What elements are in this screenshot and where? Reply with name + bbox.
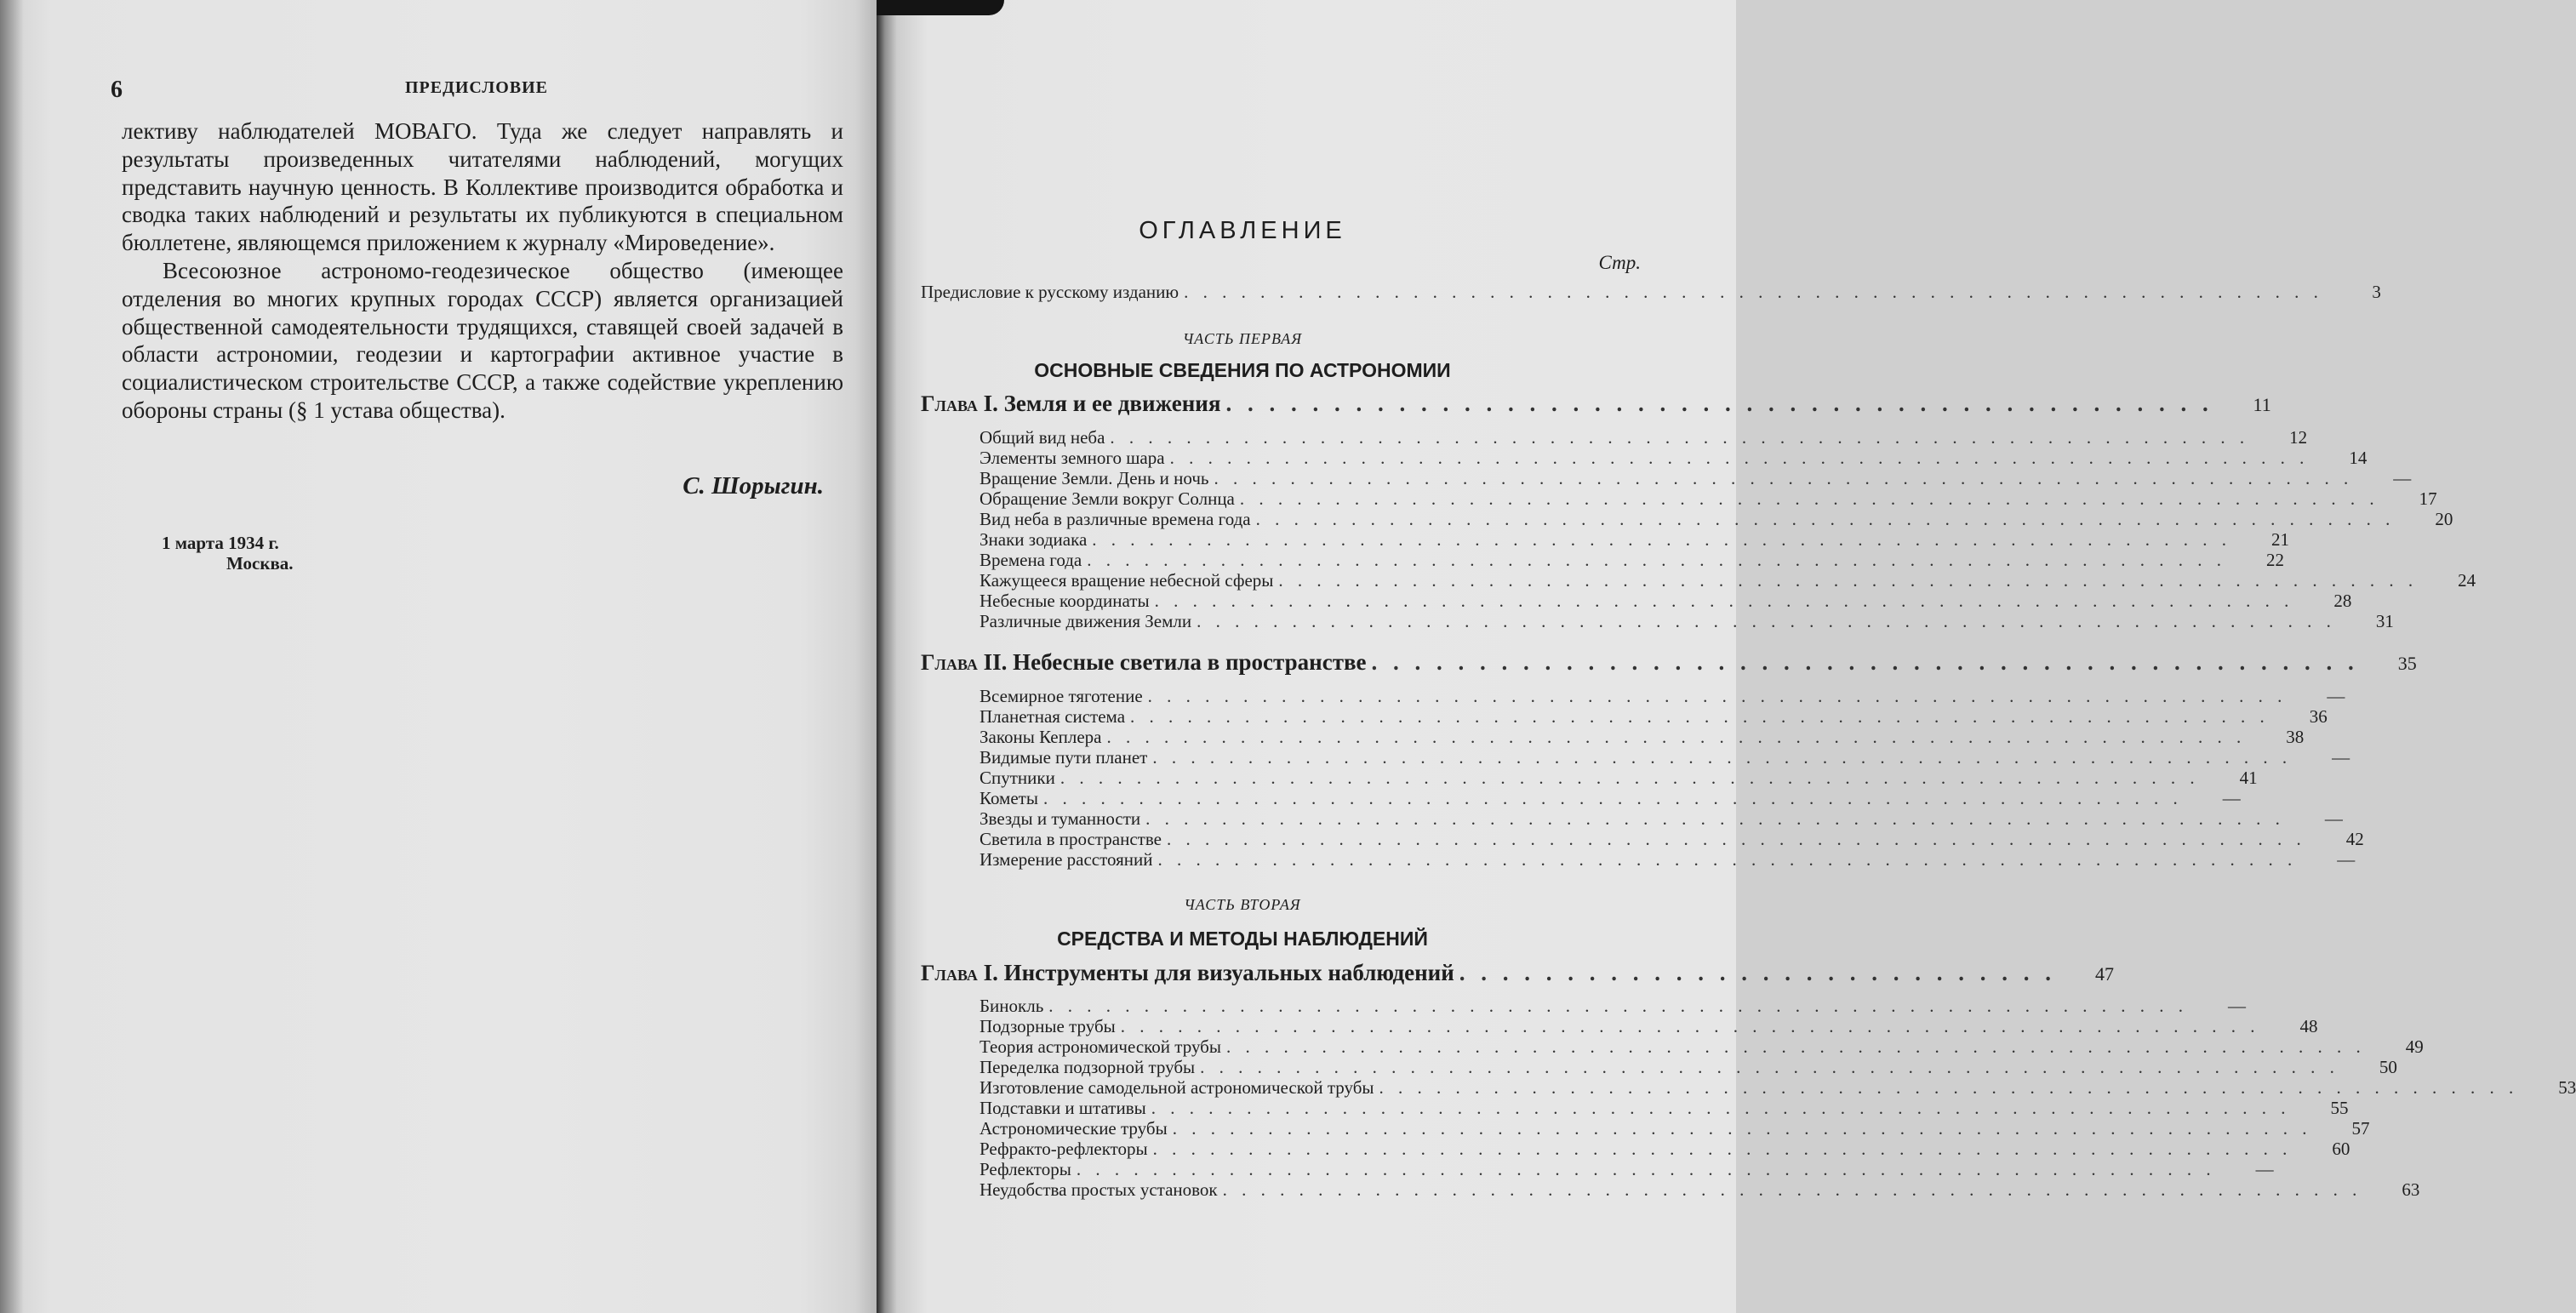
leader-dots: . . . . . . . . . . . . . . . . . . . . . . . . . . . . . . . . . . . . . . . . . . . . . . . . . . . . . . . . . . . .: [1130, 706, 2270, 727]
toc-page-number: 55: [2330, 1098, 2349, 1118]
running-header: [111, 77, 842, 103]
toc-page-number: 17: [2419, 488, 2437, 509]
toc-page-number: —: [2393, 468, 2412, 488]
toc-entry-label: Неудобства простых установок: [980, 1179, 1218, 1200]
preface-place: Москва.: [226, 553, 294, 574]
toc-entry-label: Различные движения Земли: [980, 611, 1192, 631]
toc-entry-label: Законы Кеплера: [980, 727, 1102, 747]
toc-page-number: —: [2255, 1159, 2274, 1179]
toc-entry-label: Подзорные трубы: [980, 1016, 1116, 1036]
chapter-title: Инструменты для визуальных наблюдений: [1003, 960, 1454, 985]
leader-dots: . . . . . . . . . . . . . . . . . . . . . . . . . . . . . . . . . . . . . . . . . . . . . . . . . . . . . . . . . . . .: [1048, 996, 2189, 1016]
leader-dots: . . . . . . . . . . . . . . . . . . . . . . . . . . . .: [1459, 960, 2057, 985]
leader-dots: . . . . . . . . . . . . . . . . . . . . . . . . . . . . . . . . . . . . . . . . . . . . . . . . . . . . . . . . . . . .: [1151, 1098, 2291, 1118]
toc-entry-label: Теория астрономической трубы: [980, 1036, 1221, 1057]
toc-entry-label: Рефракто-рефлекторы: [980, 1139, 1148, 1159]
chapter-word: Глава: [921, 961, 978, 985]
toc-section[interactable]: [980, 686, 2345, 706]
toc-page-number: 20: [2435, 509, 2453, 529]
leader-dots: . . . . . . . . . . . . . . . . . . . . . . . . . . . . . . . . . . . . . . . . . . . . . . . . . . . . . . . . . . . .: [1092, 529, 2232, 550]
toc-page-number: 41: [2239, 768, 2258, 788]
toc-entry-label: Светила в пространстве: [980, 829, 1162, 849]
toc-section[interactable]: [980, 1118, 2370, 1139]
leader-dots: . . . . . . . . . . . . . . . . . . . . . . . . . . . . . . . . . . . . . . . . . . . . . . . . . . . . . . . . . . . .: [1042, 788, 2183, 808]
toc-section[interactable]: [980, 550, 2284, 570]
leader-dots: . . . . . . . . . . . . . . . . . . . . . . . . . . . . . . . . . . . . . . . . . . . . . . . . . . . . . . . . . . . .: [1076, 1159, 2216, 1179]
page-column-label: Стр.: [1598, 252, 1641, 273]
toc-section[interactable]: [980, 829, 2364, 849]
toc-page-number: 24: [2458, 570, 2476, 591]
toc-section[interactable]: [980, 427, 2308, 448]
toc-section[interactable]: [980, 768, 2258, 788]
toc-entry-label: Рефлекторы: [980, 1159, 1071, 1179]
toc-section[interactable]: [980, 529, 2290, 550]
toc-page-number: 21: [2271, 529, 2290, 550]
toc-page-number: 38: [2286, 727, 2305, 747]
toc-preface[interactable]: [921, 282, 2381, 304]
toc-section[interactable]: [980, 747, 2350, 768]
leader-dots: . . . . . . . . . . . . . . . . . . . . . . . . . . . . . . . . . . . . . . . . . . . . . .: [1225, 391, 2213, 416]
chapter-word: Глава: [921, 650, 978, 675]
toc-entry-label: Звезды и туманности: [980, 808, 1141, 829]
toc-section[interactable]: [980, 509, 2453, 529]
toc-page-number: 14: [2349, 448, 2368, 468]
toc-chapter[interactable]: [921, 649, 2417, 676]
toc-page-number: —: [2327, 686, 2345, 706]
toc-page-number: 50: [2379, 1057, 2397, 1077]
preface-date: 1 марта 1934 г.: [162, 533, 279, 553]
toc-entry-label: Предисловие к русскому изданию: [921, 282, 1179, 302]
toc-section[interactable]: [980, 1077, 2576, 1098]
leader-dots: . . . . . . . . . . . . . . . . . . . . . . . . . . . . . . . . . . . . . . . . . . . . . . . . . . . . . . . . . . . .: [1154, 591, 2294, 611]
leader-dots: . . . . . . . . . . . . . . . . . . . . . . . . . . . . . . . . . . . . . . . . . . . . . . . . . . . . . . . . . . . .: [1278, 570, 2419, 591]
toc-page-number: 60: [2332, 1139, 2350, 1159]
toc-page-number: 48: [2299, 1016, 2318, 1036]
toc-entry-label: Небесные координаты: [980, 591, 1150, 611]
part-label: ЧАСТЬ ПЕРВАЯ: [1182, 330, 1303, 347]
toc-chapter[interactable]: [921, 960, 2115, 987]
toc-page-number: 12: [2289, 427, 2308, 448]
leader-dots: . . . . . . . . . . . . . . . . . . . . . . . . . . . . . . . . . . . . . . . . . . . . . . . . . . . . . . . . . . . .: [1225, 1036, 2366, 1057]
leader-dots: . . . . . . . . . . . . . . . . . . . . . . . . . . . . . . . . . . . . . . . . . . . . . . . . . . . . . . . . . . . .: [1110, 427, 2250, 448]
toc-section[interactable]: [980, 1016, 2318, 1036]
toc-entry-label: Подставки и штативы: [980, 1098, 1146, 1118]
chapter-heading: [921, 391, 1220, 417]
part-title: СРЕДСТВА И МЕТОДЫ НАБЛЮДЕНИЙ: [1057, 928, 1428, 950]
toc-page-number: 63: [2402, 1179, 2420, 1200]
toc-page-number: 28: [2333, 591, 2352, 611]
toc-entry-label: Знаки зодиака: [980, 529, 1088, 550]
toc-page-number: 42: [2345, 829, 2364, 849]
running-header-title: ПРЕДИСЛОВИЕ: [404, 78, 549, 97]
chapter-number: I.: [983, 960, 998, 985]
leader-dots: . . . . . . . . . . . . . . . . . . . . . . . . . . . . . . . . . . . . . . . . . . . . . . . . . . . . . . . . . . . .: [1145, 808, 2285, 829]
leader-dots: . . . . . . . . . . . . . . . . . . . . . . . . . . . . . . . . . . . . . . . . . . . . . . . . . . . . . . . . . . . .: [1152, 747, 2293, 768]
author-signature: С. Шорыгин.: [683, 472, 824, 500]
leader-dots: . . . . . . . . . . . . . . . . . . . . . . . . . . . . . . . . . . . . . . . . . . . . . . . . . . . . . . . . . . . .: [1147, 686, 2288, 706]
toc-entry-label: Измерение расстояний: [980, 849, 1153, 870]
toc-page-number: 47: [2095, 963, 2115, 985]
toc-entry-label: Бинокль: [980, 996, 1044, 1016]
toc-section[interactable]: [980, 570, 2476, 591]
leader-dots: . . . . . . . . . . . . . . . . . . . . . . . . . . . . . . . . . . . . . . . . . . . . . . . . . . . . . . . . . . . .: [1060, 768, 2200, 788]
date-place-block: [162, 533, 366, 574]
leader-dots: . . . . . . . . . . . . . . . . . . . . . . . . . . . . . . . . . . . . . . . . . . . . . . . . . . . . . . . . . . . .: [1200, 1057, 2339, 1077]
leader-dots: . . . . . . . . . . . . . . . . . . . . . . . . . . . . . . . . . . . . . . . . . . . . . . . . . . . . . . . . . . . .: [1166, 829, 2306, 849]
toc-section[interactable]: [980, 788, 2241, 808]
toc-page-number: —: [2228, 996, 2247, 1016]
leader-dots: . . . . . . . . . . . . . . . . . . . . . . . . . . . . . . . . . . . . . . . . . . . . . . . . . . . . . . . . . . . .: [1120, 1016, 2260, 1036]
toc-page-number: 49: [2405, 1036, 2424, 1057]
toc-entry-label: Обращение Земли вокруг Солнца: [980, 488, 1235, 509]
toc-section[interactable]: [980, 1036, 2424, 1057]
toc-section[interactable]: [980, 808, 2343, 829]
page-number: 6: [111, 77, 123, 103]
toc-entry-label: Видимые пути планет: [980, 747, 1148, 768]
leader-dots: . . . . . . . . . . . . . . . . . . . . . . . . . . . . . . . . . . . . . . . . . . . . . . . . . . . . . . . . . . . .: [1106, 727, 2247, 747]
toc-entry-label: Всемирное тяготение: [980, 686, 1143, 706]
toc-section[interactable]: [980, 1098, 2349, 1118]
toc-section[interactable]: [980, 468, 2412, 488]
toc-section[interactable]: [980, 448, 2368, 468]
part-title: ОСНОВНЫЕ СВЕДЕНИЯ ПО АСТРОНОМИИ: [1034, 359, 1451, 381]
toc-section[interactable]: [980, 1139, 2350, 1159]
leader-dots: . . . . . . . . . . . . . . . . . . . . . . . . . . . . . . . . . . . . . . . . . . . . . . . . . . . . . . . . . . . .: [1184, 282, 2323, 302]
leader-dots: . . . . . . . . . . . . . . . . . . . . . . . . . . . . . . . . . . . . . . . . . . . . . . . . . . . . . . . . . . . .: [1222, 1179, 2362, 1200]
toc-page-number: 3: [2372, 282, 2381, 302]
toc-entry-label: Планетная система: [980, 706, 1126, 727]
toc-section[interactable]: [980, 1057, 2397, 1077]
toc-entry-label: Вид неба в различные времена года: [980, 509, 1251, 529]
leader-dots: . . . . . . . . . . . . . . . . . . . . . . . . . . . . . . . . . . . . . . . . . . . . . . . . . . . . . . . . . . . .: [1087, 550, 2226, 570]
toc-section[interactable]: [980, 488, 2437, 509]
toc-section[interactable]: [980, 591, 2352, 611]
toc-page-number: —: [2324, 808, 2343, 829]
toc-page-number: 36: [2309, 706, 2328, 727]
chapter-heading: [921, 960, 1454, 986]
leader-dots: . . . . . . . . . . . . . . . . . . . . . . . . . . . . . . . . . . . . . . . . . . . . . . . . . . . . . . . . . . . .: [1169, 448, 2310, 468]
leader-dots: . . . . . . . . . . . . . . . . . . . . . . . . . . . . . . . . . . . . . . . . . . . . . . . . . . . . . . . . . . . .: [1255, 509, 2396, 529]
toc-page-number: —: [2337, 849, 2356, 870]
chapter-heading: [921, 649, 1367, 676]
toc-page-number: 22: [2266, 550, 2284, 570]
chapter-number: I.: [983, 391, 998, 416]
toc-page-number: 31: [2375, 611, 2394, 631]
toc-entry-label: Общий вид неба: [980, 427, 1105, 448]
toc-section[interactable]: [980, 1159, 2274, 1179]
toc-page-number: 53: [2558, 1077, 2576, 1098]
toc-page-number: —: [2332, 747, 2350, 768]
toc-entry-label: Времена года: [980, 550, 1082, 570]
leader-dots: . . . . . . . . . . . . . . . . . . . . . . . . . . . . . . . . . . . . . . . . . . . . . . . . . . . . . . . . . . . .: [1157, 849, 2298, 870]
toc-page-number: 57: [2351, 1118, 2370, 1139]
toc-page-number: 35: [2397, 653, 2417, 674]
leader-dots: . . . . . . . . . . . . . . . . . . . . . . . . . . . . . . . . . . . . . . . . . . . . . . . . . . . . . . . . . . . .: [1214, 468, 2354, 488]
leader-dots: . . . . . . . . . . . . . . . . . . . . . . . . . . . . . . . . . . . . . . . . . . . . . . . . . . . . . . . . . . . .: [1239, 488, 2379, 509]
toc-entry-label: Вращение Земли. День и ночь: [980, 468, 1209, 488]
toc-section[interactable]: [980, 996, 2247, 1016]
toc-entry-label: Элементы земного шара: [980, 448, 1165, 468]
toc-section[interactable]: [980, 727, 2305, 747]
toc-entry-label: Переделка подзорной трубы: [980, 1057, 1196, 1077]
leader-dots: . . . . . . . . . . . . . . . . . . . . . . . . . . . . . . . . . . . . . . . . . . . . . . . . . . . . . . . . . . . .: [1152, 1139, 2293, 1159]
chapter-title: Небесные светила в пространстве: [1013, 649, 1367, 675]
toc-page-number: 11: [2253, 394, 2271, 415]
toc-section[interactable]: [980, 849, 2356, 870]
part-label: ЧАСТЬ ВТОРАЯ: [1184, 896, 1301, 913]
toc-entry-label: Кажущееся вращение небесной сферы: [980, 570, 1274, 591]
preface-paragraph-1: лективу наблюдателей МОВАГО. Туда же следует направлять и результаты произведенных читателями наблюдений, могущих представить научную ценность. В Коллективе производится обработка и сводка таких наблюдений и результаты их публикуются в специальном бюллетене, являющемся приложением к журналу «Мироведение».: [122, 118, 843, 256]
toc-section[interactable]: [980, 1179, 2420, 1200]
toc-entry-label: Спутники: [980, 768, 1055, 788]
toc-entry-label: Кометы: [980, 788, 1038, 808]
toc-entry-label: Изготовление самодельной астрономической трубы: [980, 1077, 1374, 1098]
chapter-word: Глава: [921, 391, 978, 416]
toc-section[interactable]: [980, 706, 2328, 727]
preface-body: [122, 117, 843, 425]
toc-chapter[interactable]: [921, 391, 2271, 418]
leader-dots: . . . . . . . . . . . . . . . . . . . . . . . . . . . . . . . . . . . . . . . . . . . . . . . . . . . . . . . . . . . .: [1379, 1077, 2519, 1098]
left-page: [0, 0, 877, 1313]
leader-dots: . . . . . . . . . . . . . . . . . . . . . . . . . . . . . . . . . . . . . . . . . . . . . .: [1371, 649, 2359, 675]
toc-page-number: —: [2222, 788, 2241, 808]
leader-dots: . . . . . . . . . . . . . . . . . . . . . . . . . . . . . . . . . . . . . . . . . . . . . . . . . . . . . . . . . . . .: [1197, 611, 2336, 631]
chapter-title: Земля и ее движения: [1003, 391, 1221, 416]
chapter-number: II.: [983, 649, 1008, 675]
preface-paragraph-2: Всесоюзное астрономо-геодезическое общество (имеющее отделения во многих крупных городах СССР) является организацией общественной самодеятельности трудящихся, ставящей своей задачей в области астрономии, геодезии и картографии активное участие в социалистическом строительстве СССР, а также содействие укреплению обороны страны (§ 1 устава общества).: [122, 257, 843, 423]
toc-title: ОГЛАВЛЕНИЕ: [1139, 217, 1346, 244]
leader-dots: . . . . . . . . . . . . . . . . . . . . . . . . . . . . . . . . . . . . . . . . . . . . . . . . . . . . . . . . . . . .: [1172, 1118, 2312, 1139]
toc-entry-label: Астрономические трубы: [980, 1118, 1168, 1139]
toc-section[interactable]: [980, 611, 2394, 631]
